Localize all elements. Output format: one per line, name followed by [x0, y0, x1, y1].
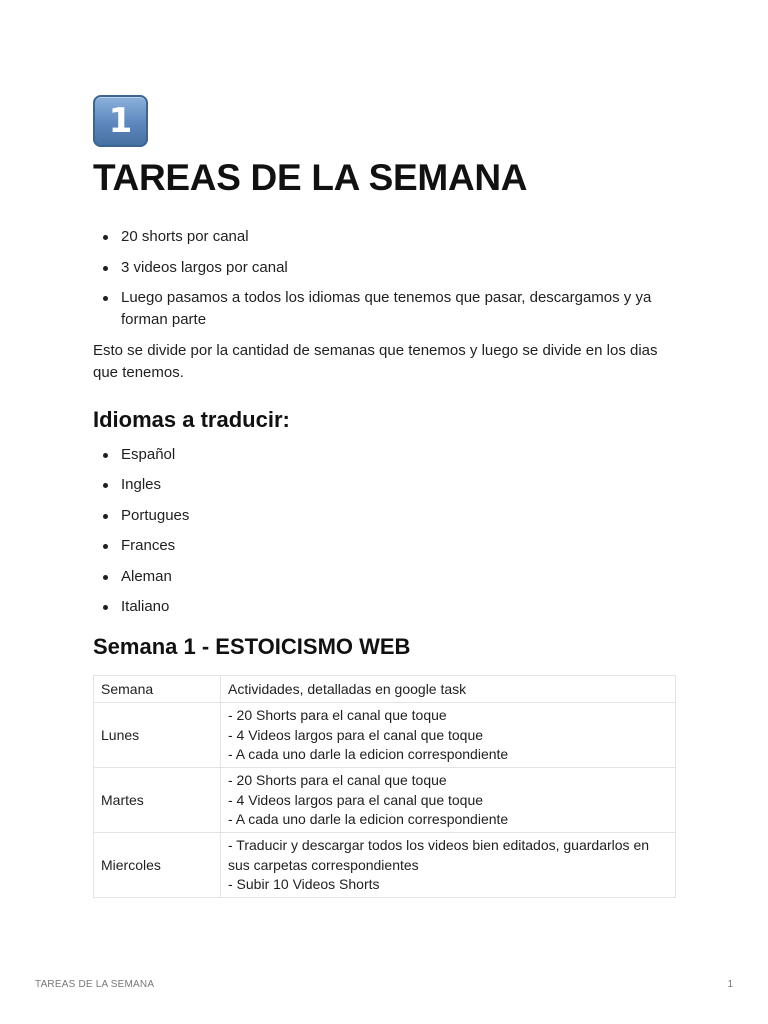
- table-header-cell: Actividades, detalladas en google task: [221, 676, 676, 703]
- activity-line: - Subir 10 Videos Shorts: [228, 876, 380, 893]
- list-item: Frances: [93, 535, 676, 557]
- activity-line: - 20 Shorts para el canal que toque: [228, 707, 447, 724]
- week-table: [93, 675, 676, 898]
- activities-cell: [221, 768, 676, 833]
- activity-line: - 20 Shorts para el canal que toque: [228, 772, 447, 789]
- page-title: TAREAS DE LA SEMANA: [93, 157, 528, 198]
- list-item: 3 videos largos por canal: [93, 257, 676, 279]
- day-cell: Martes: [94, 768, 221, 833]
- activity-line: - Traducir y descargar todos los videos bien editados, guardarlos en sus carpetas correspondientes: [228, 837, 650, 873]
- page-number: 1: [727, 979, 733, 990]
- list-item: Aleman: [93, 566, 676, 588]
- table-row: [94, 833, 676, 898]
- keycap-one-icon: 1: [93, 95, 148, 147]
- list-item: Español: [93, 444, 676, 466]
- list-item: Luego pasamos a todos los idiomas que tenemos que pasar, descargamos y ya forman parte: [93, 287, 676, 331]
- table-header-cell: Semana: [94, 676, 221, 703]
- activity-line: - A cada uno darle la edicion correspondiente: [228, 811, 509, 828]
- activities-cell: [221, 833, 676, 898]
- tasks-list: [93, 226, 676, 331]
- list-item: Portugues: [93, 505, 676, 527]
- languages-list: [93, 444, 676, 619]
- activity-line: - 4 Videos largos para el canal que toque: [228, 791, 484, 808]
- list-item: Italiano: [93, 596, 676, 618]
- description-paragraph: Esto se divide por la cantidad de semanas que tenemos y luego se divide en los dias que tenemos.: [93, 341, 658, 381]
- day-cell: Lunes: [94, 703, 221, 768]
- week-heading: Semana 1 - ESTOICISMO WEB: [93, 634, 411, 660]
- languages-heading: Idiomas a traducir:: [93, 406, 290, 432]
- table-header-row: [94, 676, 676, 703]
- footer-title: TAREAS DE LA SEMANA: [35, 979, 155, 990]
- document-page: [93, 95, 676, 898]
- activities-cell: [221, 703, 676, 768]
- list-item: 20 shorts por canal: [93, 226, 676, 248]
- day-cell: Miercoles: [94, 833, 221, 898]
- table-row: [94, 703, 676, 768]
- table-row: [94, 768, 676, 833]
- list-item: Ingles: [93, 474, 676, 496]
- activity-line: - A cada uno darle la edicion correspondiente: [228, 746, 509, 763]
- activity-line: - 4 Videos largos para el canal que toque: [228, 726, 484, 743]
